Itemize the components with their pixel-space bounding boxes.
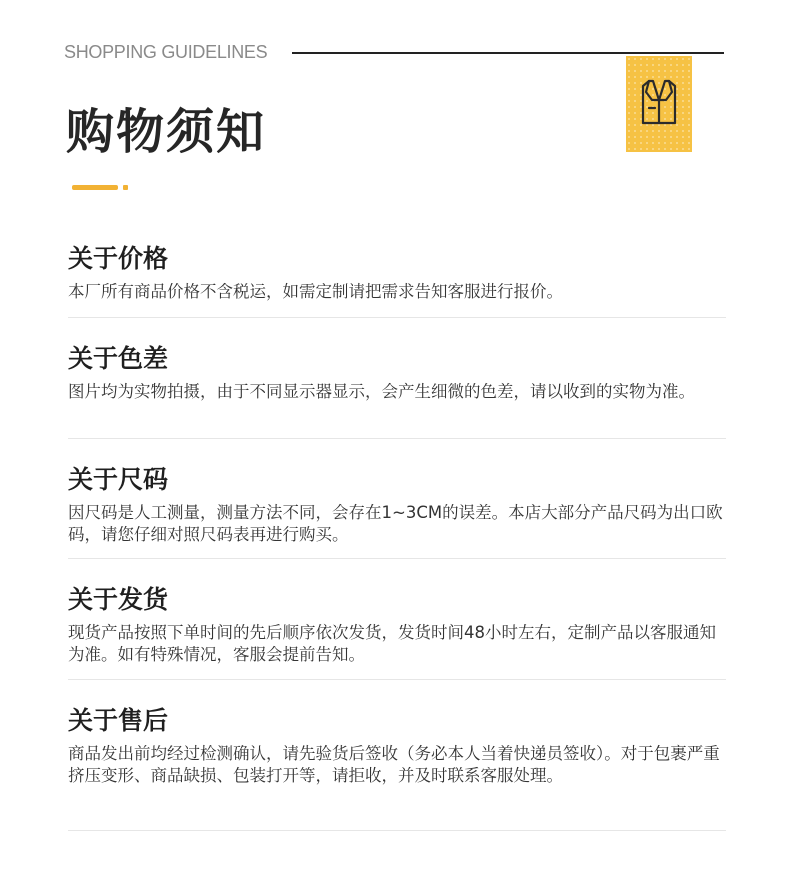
vest-badge (626, 56, 692, 152)
section-size (68, 464, 726, 559)
section-title: 关于色差 (68, 344, 169, 373)
section-body: 图片均为实物拍摄，由于不同显示器显示，会产生细微的色差，请以收到的实物为准。 (68, 382, 695, 401)
section-body: 本厂所有商品价格不含税运，如需定制请把需求告知客服进行报价。 (68, 282, 563, 301)
header-divider (292, 52, 724, 54)
section-after-sales (68, 705, 726, 831)
section-body: 商品发出前均经过检测确认，请先验货后签收（务必本人当着快递员签收）。对于包裹严重挤压变形、商品缺损、包装打开等，请拒收，并及时联系客服处理。 (68, 744, 720, 785)
page-title: 购物须知 (66, 104, 267, 160)
section-body: 因尺码是人工测量，测量方法不同，会存在1~3CM的误差。本店大部分产品尺码为出口欧码，请您仔细对照尺码表再进行购买。 (68, 503, 723, 544)
section-title: 关于发货 (68, 585, 169, 614)
section-color-difference (68, 343, 726, 439)
section-body: 现货产品按照下单时间的先后顺序依次发货，发货时间48小时左右，定制产品以客服通知为准。如有特殊情况，客服会提前告知。 (68, 623, 716, 664)
section-title: 关于尺码 (68, 465, 169, 494)
section-price (68, 243, 726, 318)
vest-icon (639, 78, 679, 126)
section-title: 关于售后 (68, 706, 169, 735)
title-accent-line (72, 185, 118, 190)
shopping-guidelines-eyebrow: SHOPPING GUIDELINES (64, 42, 268, 62)
section-title: 关于价格 (68, 244, 169, 273)
section-shipping (68, 584, 726, 680)
title-accent-dot (123, 185, 128, 190)
